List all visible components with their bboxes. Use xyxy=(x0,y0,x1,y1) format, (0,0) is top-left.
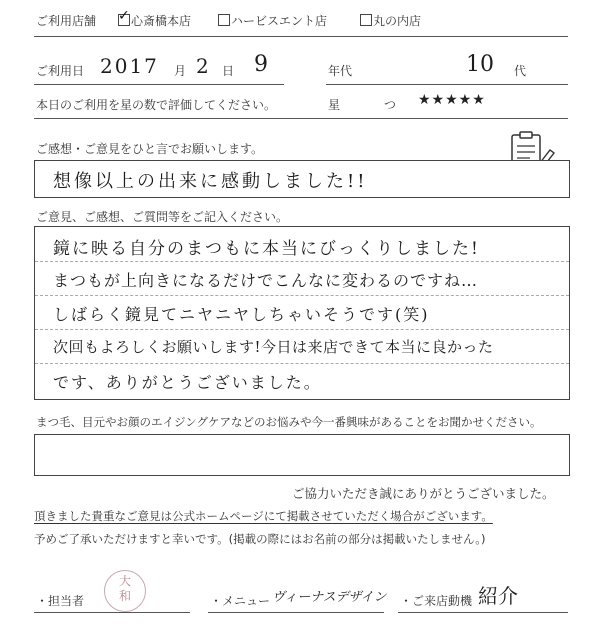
ruled-line xyxy=(35,329,569,330)
rating-prompt: 本日のご利用を星の数で評価してください。 xyxy=(36,98,277,112)
comments-prompt: ご意見、ご感想、ご質問等をご記入ください。 xyxy=(36,210,289,224)
comment-line-2: まつもが上向きになるだけでこんなに変わるのですね… xyxy=(53,271,479,290)
ruled-line xyxy=(35,295,569,296)
store-option-marunouchi[interactable]: 丸の内店 xyxy=(360,12,421,29)
age-value[interactable]: 10 xyxy=(466,52,494,77)
divider xyxy=(208,612,384,613)
checkbox-icon[interactable] xyxy=(218,14,230,26)
usage-day[interactable]: 9 xyxy=(254,52,268,77)
usage-month[interactable]: 2 xyxy=(196,54,209,78)
stamp-text: 大和 xyxy=(118,574,131,603)
divider xyxy=(326,84,568,85)
store-label: ご利用店舗 xyxy=(36,14,97,28)
short-comment-prompt: ご感想・ご意見をひと言でお願いします。 xyxy=(36,142,264,156)
ruled-line xyxy=(35,363,569,364)
short-comment-box[interactable] xyxy=(34,160,570,198)
visit-motive-value[interactable]: 紹介 xyxy=(478,584,518,608)
divider xyxy=(398,612,568,613)
usage-date-label: ご利用日 xyxy=(36,64,85,78)
year-unit: 月 xyxy=(174,64,187,78)
comments-box[interactable] xyxy=(34,226,570,400)
concerns-prompt: まつ毛、目元やお顔のエイジングケアなどのお悩みや今一番興味があることをお聞かせください。 xyxy=(36,415,542,429)
divider xyxy=(34,84,284,85)
age-unit: 代 xyxy=(514,64,527,78)
notice-line-1: 頂きました貴重なご意見は公式ホームページにて掲載させていただく場合がございます。 xyxy=(34,509,493,523)
rating-stars[interactable]: ★★★★★ xyxy=(418,92,486,108)
divider xyxy=(34,612,190,613)
divider xyxy=(34,36,568,37)
store-option-shinsaibashi[interactable]: ✓ 心斎橋本店 xyxy=(118,12,191,29)
store-option-herbis[interactable]: ハービスエント店 xyxy=(218,12,327,29)
rating-unit: つ xyxy=(384,98,397,112)
menu-label: ・メニュー xyxy=(210,594,271,608)
notice xyxy=(34,508,568,547)
staff-label: ・担当者 xyxy=(36,594,85,608)
ruled-line xyxy=(35,261,569,262)
comment-line-4: 次回もよろしくお願いします!今日は来店できて本当に良かった xyxy=(53,338,494,356)
usage-year[interactable]: 2017 xyxy=(100,54,159,78)
visit-motive-label: ・ご来店動機 xyxy=(400,594,473,608)
staff-stamp xyxy=(104,570,146,612)
checkbox-icon[interactable] xyxy=(360,14,372,26)
comment-line-5: です、ありがとうございました。 xyxy=(53,373,322,392)
thanks-message: ご協力いただき誠にありがとうございました。 xyxy=(292,486,555,501)
notice-line-2: 予めご了承いただけますと幸いです。(掲載の際にはお名前の部分は掲載いたしません。) xyxy=(34,532,486,546)
comment-line-3: しばらく鏡見てニヤニヤしちゃいそうです(笑) xyxy=(53,305,430,324)
month-unit: 日 xyxy=(222,64,235,78)
concerns-box[interactable] xyxy=(34,434,570,476)
checkbox-checked-icon[interactable] xyxy=(118,14,130,26)
divider xyxy=(34,118,568,119)
menu-value[interactable]: ヴィーナスデザイン xyxy=(272,590,387,605)
short-comment-text: 想像以上の出来に感動しました!! xyxy=(53,171,368,192)
comment-line-1: 鏡に映る自分のまつもに本当にびっくりしました! xyxy=(53,239,480,259)
rating-label: 星 xyxy=(328,98,341,112)
age-label: 年代 xyxy=(328,64,353,78)
